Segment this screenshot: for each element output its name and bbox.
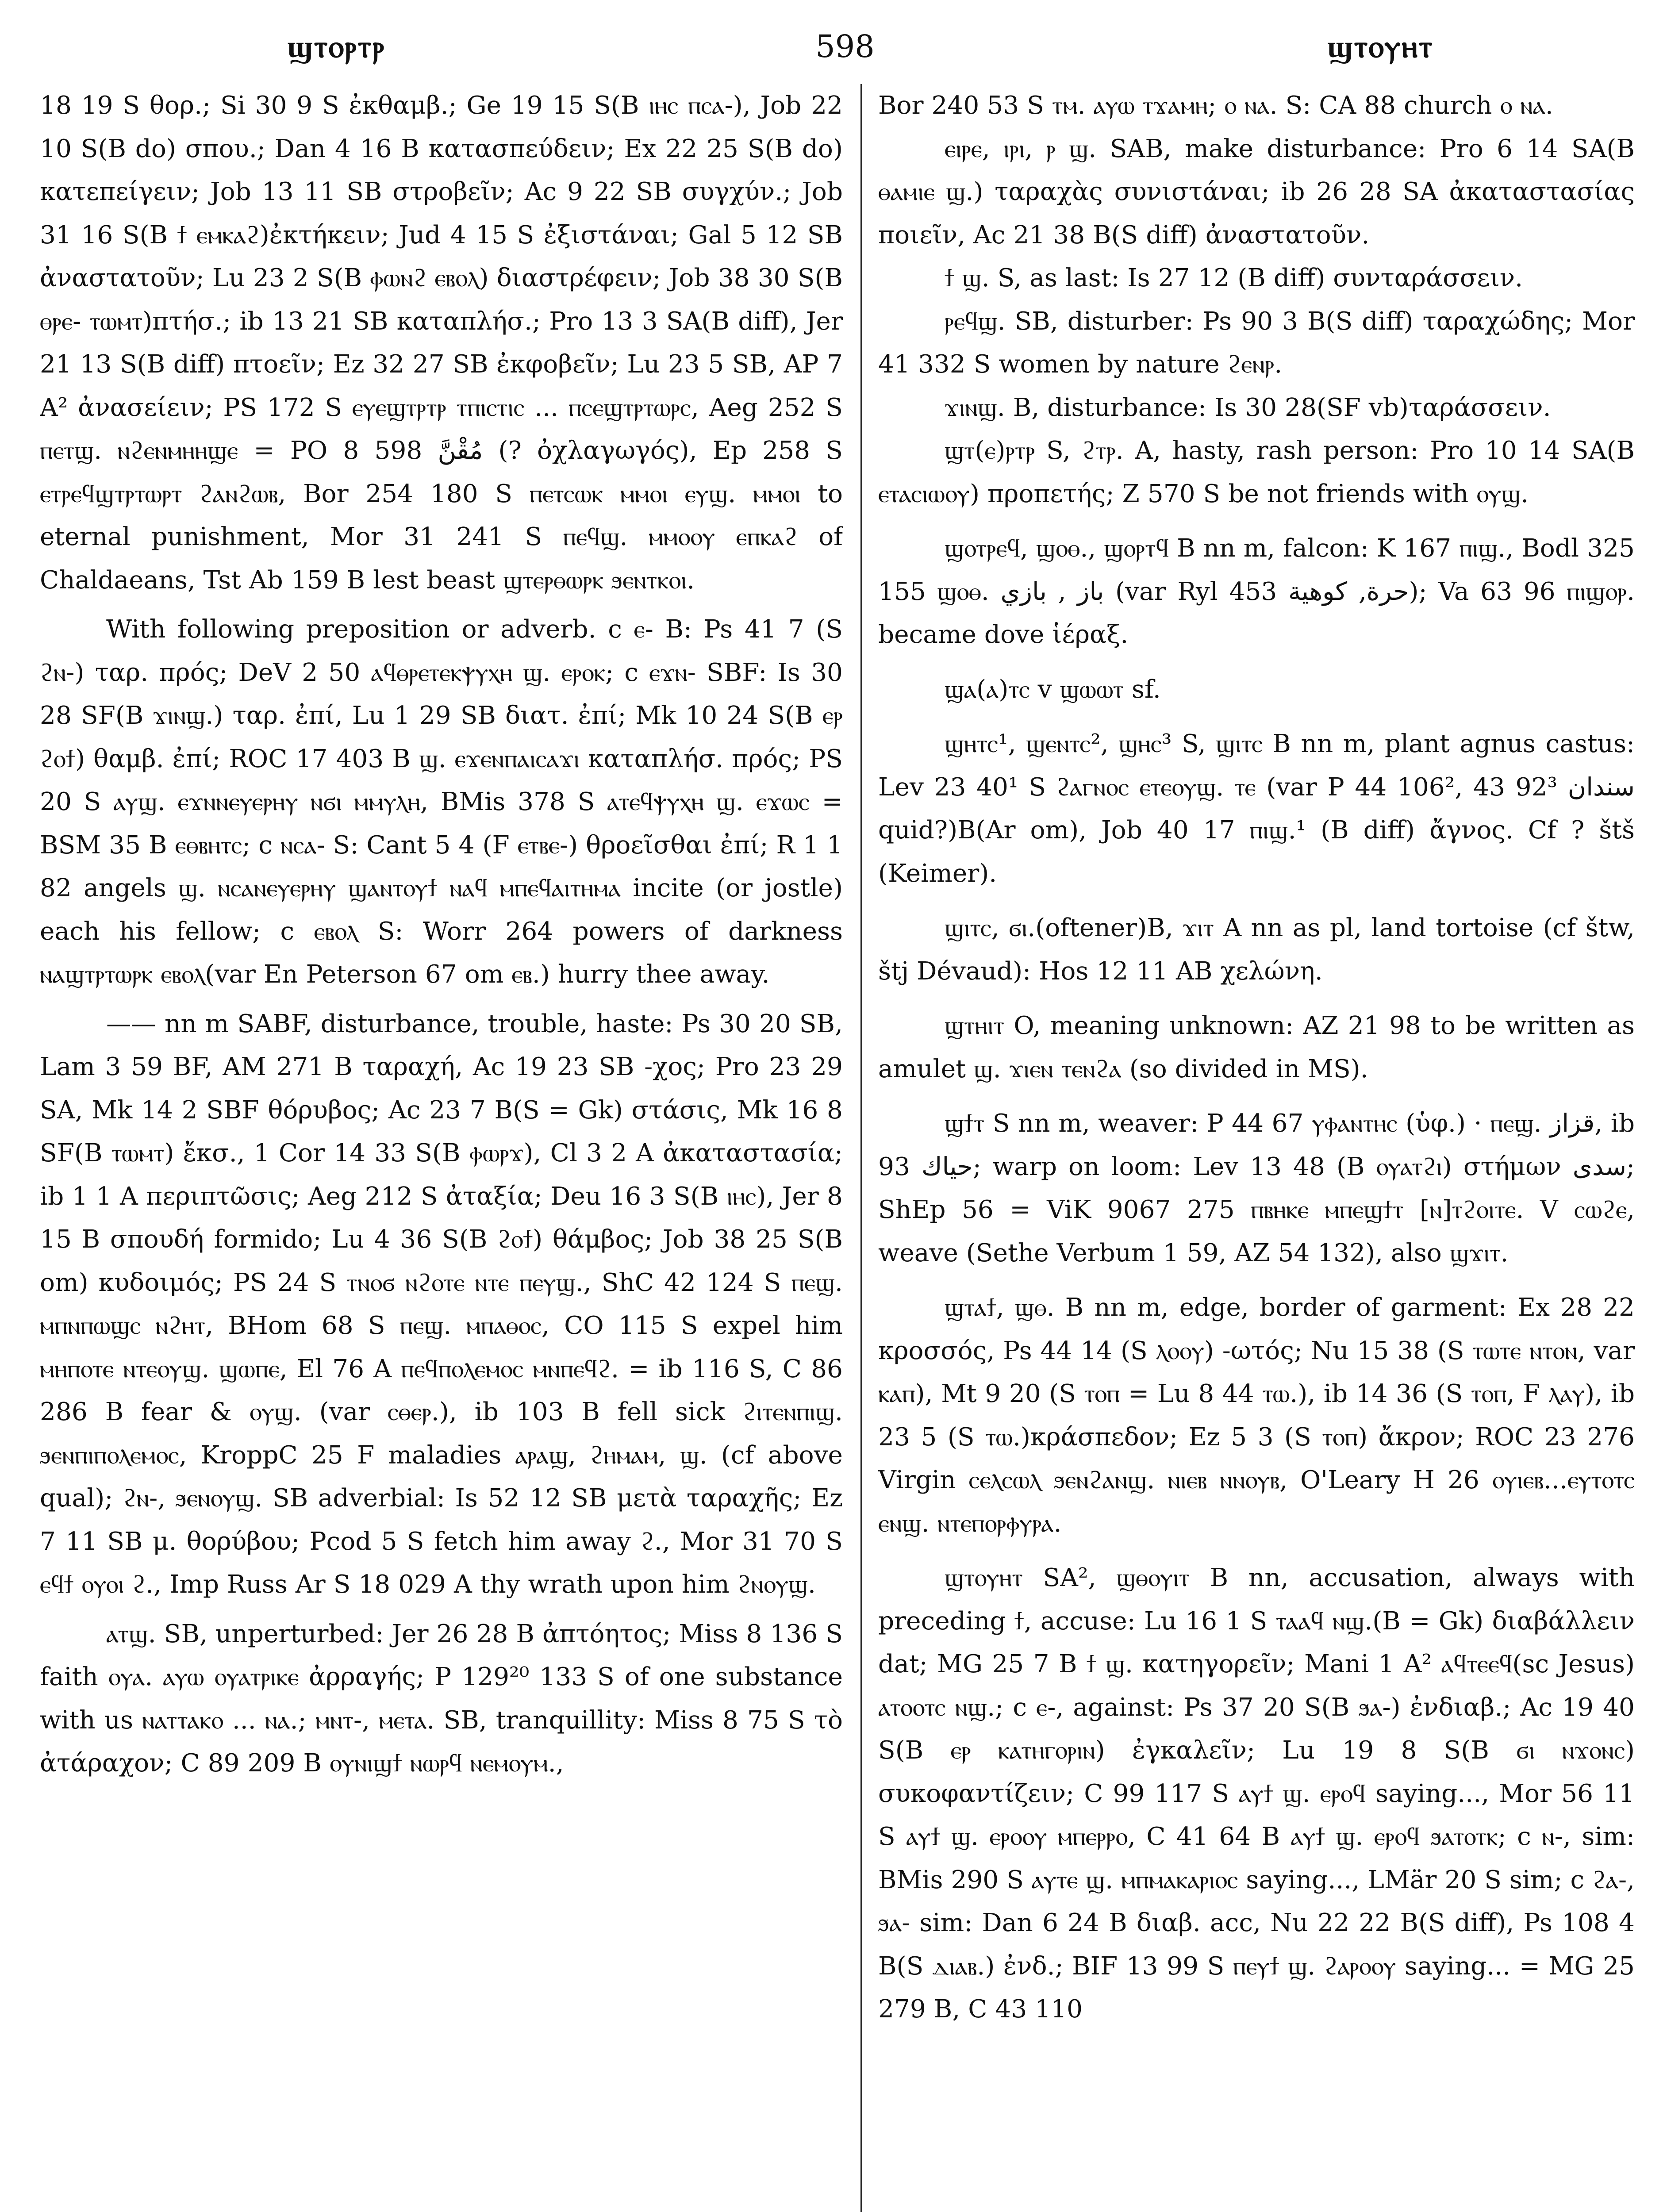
entry-paragraph: ⲁⲧϣ. SB, unperturbed: Jer 26 28 B ἀπτόητος; Miss 8 136 S faith ⲟⲩⲁ. ⲁⲩⲱ ⲟⲩⲁⲧⲣⲓⲕⲉ ἀρραγής; P 129²⁰ 133 S of one substance with us ⲛⲁⲧⲧⲁⲕⲟ ... ⲛⲁ.; ⲙⲛⲧ-, ⲙⲉⲧⲁ. SB, tranquillity: Miss 8 75 S τὸ ἀτάραχον; C 89 209 B ⲟⲩⲛⲓϣϯ ⲛⲱⲣϥ ⲛⲉⲙⲟⲩⲙ., — [40, 1619, 843, 1778]
entry-paragraph: ⲉⲓⲣⲉ, ⲓⲣⲓ, ⲣ ϣ. SAB, make disturbance: Pro 6 14 SA(B ⲑⲁⲙⲓⲉ ϣ.) ταραχὰς συνιστάναι; ib 26 28 SA ἀκαταστασίας ποιεῖν, Ac 21 38 B(S diff) ἀναστατοῦν. — [878, 134, 1635, 250]
entry-paragraph: ϫⲓⲛϣ. B, disturbance: Is 30 28(SF vb)ταράσσειν. — [945, 393, 1551, 422]
entry-headword-paragraph: ϣⲁ(ⲁ)ⲧⲥ v ϣⲱⲱⲧ sf. — [945, 675, 1161, 704]
column-divider — [860, 84, 862, 2212]
entry-headword-paragraph: ϣⲧⲁϯ, ϣⲑ. B nn m, edge, border of garment: Ex 28 22 κροσσός, Ps 44 14 (S ⲗⲟⲟⲩ) -ωτός; Nu 15 38 (S ⲧⲱⲧⲉ ⲛⲧⲟⲛ, var ⲕⲁⲡ), Mt 9 20 (S ⲧⲟⲡ = Lu 8 44 ⲧⲱ.), ib 14 36 (S ⲧⲟⲡ, F ⲗⲁⲩ), ib 23 5 (S ⲧⲱ.)κράσπεδον; Ez 5 3 (S ⲧⲟⲡ) ἄκρον; ROC 23 276 Virgin ⲥⲉⲗⲥⲱⲗ ϧⲉⲛϩⲁⲛϣ. ⲛⲓⲉⲃ ⲛⲛⲟⲩⲃ, O'Leary H 26 ⲟⲩⲓⲉⲃ...ⲉⲩⲧⲟⲧⲥ ⲉⲛϣ. ⲛⲧⲉⲡⲟⲣⲫⲩⲣⲁ. — [878, 1293, 1635, 1538]
entry-paragraph: 18 19 S θορ.; Si 30 9 S ἐκθαμβ.; Ge 19 15 S(B ⲓⲏⲥ ⲡⲥⲁ-), Job 22 10 S(B do) σπου.; Dan 4 16 B κατασπεύδειν; Ex 22 25 S(B do) κατεπείγειν; Job 13 11 SB στροβεῖν; Ac 9 22 SB συγχύν.; Job 31 16 S(B ϯ ⲉⲙⲕⲁϩ)ἐκτήκειν; Jud 4 15 S ἐξιστάναι; Gal 5 12 SB ἀναστατοῦν; Lu 23 2 S(B ⲫⲱⲛϩ ⲉⲃⲟⲗ) διαστρέφειν; Job 38 30 S(B ⲑⲣⲉ- ⲧⲱⲙⲧ)πτήσ.; ib 13 21 SB καταπλήσ.; Pro 13 3 SA(B diff), Jer 21 13 S(B diff) πτοεῖν; Ez 32 27 SB ἐκφοβεῖν; Lu 23 5 SB, AP 7 A² ἀνασείειν; PS 172 S ⲉⲩⲉϣⲧⲣⲧⲣ ⲧⲡⲓⲥⲧⲓⲥ ... ⲡⲥⲉϣⲧⲣⲧⲱⲣⲥ, Aeg 252 S ⲡⲉⲧϣ. ⲛϩⲉⲛⲙⲏⲏϣⲉ = PO 8 598 مُقْنَّ (? ὀχλαγωγός), Ep 258 S ⲉⲧⲣⲉϥϣⲧⲣⲧⲱⲣⲧ ϩⲁⲛϩⲱⲃ, Bor 254 180 S ⲡⲉⲧⲥⲱⲕ ⲙⲙⲟⲓ ⲉⲩϣ. ⲙⲙⲟⲓ to eternal punishment, Mor 31 241 S ⲡⲉϥϣ. ⲙⲙⲟⲟⲩ ⲉⲡⲕⲁϩ of Chaldaeans, Tst Ab 159 B lest beast ϣⲧⲉⲣⲑⲱⲣⲕ ϧⲉⲛⲧⲕⲟⲓ. — [40, 91, 843, 595]
entry-paragraph: Bor 240 53 S ⲧⲙ. ⲁⲩⲱ ⲧϫⲁⲙⲏ; ⲟ ⲛⲁ. S: CA 88 church ⲟ ⲛⲁ. — [878, 91, 1553, 120]
left-column — [40, 84, 843, 2212]
entry-headword-paragraph: ϣⲏⲧⲥ¹, ϣⲉⲛⲧⲥ², ϣⲏⲥ³ S, ϣⲓⲧⲥ B nn m, plant agnus castus: Lev 23 40¹ S ϩⲁⲅⲛⲟⲥ ⲉⲧⲉⲟⲩϣ. ⲧⲉ (var P 44 106², 43 92³ سندان quid?)B(Ar om), Job 40 17 ⲡⲓϣ.¹ (B diff) ἄγνος. Cf ? štš (Keimer). — [878, 730, 1635, 888]
entry-headword-paragraph: ϣⲓⲧⲥ, ϭⲓ.(oftener)B, ϫⲓⲧ A nn as pl, land tortoise (cf štw, štj Dévaud): Hos 12 11 AB χελώνη. — [878, 914, 1635, 986]
entry-paragraph: —— nn m SABF, disturbance, trouble, haste: Ps 30 20 SB, Lam 3 59 BF, AM 271 B ταραχή, Ac 19 23 SB -χος; Pro 23 29 SA, Mk 14 2 SBF θόρυβος; Ac 23 7 B(S = Gk) στάσις, Mk 16 8 SF(B ⲧⲱⲙⲧ) ἔκσ., 1 Cor 14 33 S(B ⲫⲱⲣϫ), Cl 3 2 A ἀκαταστασία; ib 1 1 A περιπτῶσις; Aeg 212 S ἀταξία; Deu 16 3 S(B ⲓⲏⲥ), Jer 8 15 B σπουδή formido; Lu 4 36 S(B ϩⲟϯ) θάμβος; Job 38 25 S(B om) κυδοιμός; PS 24 S ⲧⲛⲟϭ ⲛϩⲟⲧⲉ ⲛⲧⲉ ⲡⲉⲩϣ., ShC 42 124 S ⲡⲉϣ. ⲙⲡⲛⲡⲱϣⲥ ⲛϩⲏⲧ, BHom 68 S ⲡⲉϣ. ⲙⲡⲁⲑⲟⲥ, CO 115 S expel him ⲙⲏⲡⲟⲧⲉ ⲛⲧⲉⲟⲩϣ. ϣⲱⲡⲉ, El 76 A ⲡⲉϥⲡⲟⲗⲉⲙⲟⲥ ⲙⲛⲡⲉϥϩ. = ib 116 S, C 86 286 B fear & ⲟⲩϣ. (var ⲥⲑⲉⲣ.), ib 103 B fell sick ϩⲓⲧⲉⲛⲡⲓϣ. ϧⲉⲛⲡⲓⲡⲟⲗⲉⲙⲟⲥ, KroppC 25 F maladies ⲁⲣⲁϣ, ϩⲏⲙⲁⲙ, ϣ. (cf above qual); ϩⲛ-, ϧⲉⲛⲟⲩϣ. SB adverbial: Is 52 12 SB μετὰ ταραχῆς; Ez 7 11 SB μ. θορύβου; Pcod 5 S fetch him away ϩ., Mor 31 70 S ⲉϥϯ ⲟⲩⲟⲓ ϩ., Imp Russ Ar S 18 029 A thy wrath upon him ϩⲛⲟⲩϣ. — [40, 1009, 843, 1599]
page-number: 598 — [815, 28, 875, 65]
running-head-right: ϣⲧⲟⲩⲏⲧ — [1327, 28, 1434, 65]
running-head-left: ϣⲧⲟⲣⲧⲣ — [287, 28, 386, 65]
entry-headword-paragraph: ϣⲟⲧⲣⲉϥ, ϣⲟⲑ., ϣⲟⲣⲧϥ B nn m, falcon: K 167 ⲡⲓϣ., Bodl 325 155 ϣⲟⲑ. باز , بازي (var Ryl 453 حرة, كوهية); Va 63 96 ⲡⲓϣⲟⲣ. became dove ἱέραξ. — [878, 534, 1635, 649]
entry-paragraph: With following preposition or adverb. c ⲉ- B: Ps 41 7 (S ϩⲛ-) ταρ. πρός; DeV 2 50 ⲁϥⲑⲣⲉⲧⲉⲕⲯⲩⲭⲏ ϣ. ⲉⲣⲟⲕ; c ⲉϫⲛ- SBF: Is 30 28 SF(B ϫⲓⲛϣ.) ταρ. ἐπί, Lu 1 29 SB διατ. ἐπί; Mk 10 24 S(B ⲉⲣ ϩⲟϯ) θαμβ. ἐπί; ROC 17 403 B ϣ. ⲉϫⲉⲛⲡⲁⲓⲥⲁϫⲓ καταπλήσ. πρός; PS 20 S ⲁⲩϣ. ⲉϫⲛⲛⲉⲩⲉⲣⲏⲩ ⲛϭⲓ ⲙⲙⲩⲗⲏ, BMis 378 S ⲁⲧⲉϥⲯⲩⲭⲏ ϣ. ⲉϫⲱⲥ = BSM 35 B ⲉⲑⲃⲏⲧⲥ; c ⲛⲥⲁ- S: Cant 5 4 (F ⲉⲧⲃⲉ-) θροεῖσθαι ἐπί; R 1 1 82 angels ϣ. ⲛⲥⲁⲛⲉⲩⲉⲣⲏⲩ ϣⲁⲛⲧⲟⲩϯ ⲛⲁϥ ⲙⲡⲉϥⲁⲓⲧⲏⲙⲁ incite (or jostle) each his fellow; c ⲉⲃⲟⲗ S: Worr 264 powers of darkness ⲛⲁϣⲧⲣⲧⲱⲣⲕ ⲉⲃⲟⲗ(var En Peterson 67 om ⲉⲃ.) hurry thee away. — [40, 615, 843, 989]
entry-paragraph: ϯ ϣ. S, as last: Is 27 12 (B diff) συνταράσσειν. — [945, 264, 1523, 292]
entry-headword-paragraph: ϣⲧⲟⲩⲏⲧ SA², ϣⲑⲟⲩⲓⲧ B nn, accusation, always with preceding ϯ, accuse: Lu 16 1 S ⲧⲁⲁϥ ⲛϣ.(B = Gk) διαβάλλειν dat; MG 25 7 B ϯ ϣ. κατηγορεῖν; Mani 1 A² ⲁϥⲧⲉⲉϥ(sc Jesus) ⲁⲧⲟⲟⲧⲥ ⲛϣ.; c ⲉ-, against: Ps 37 20 S(B ϧⲁ-) ἐνδιαβ.; Ac 19 40 S(B ⲉⲣ ⲕⲁⲧⲏⲅⲟⲣⲓⲛ) ἐγκαλεῖν; Lu 19 8 S(B ϭⲓ ⲛϫⲟⲛⲥ) συκοφαντίζειν; C 99 117 S ⲁⲩϯ ϣ. ⲉⲣⲟϥ saying..., Mor 56 11 S ⲁⲩϯ ϣ. ⲉⲣⲟⲟⲩ ⲙⲡⲉⲣⲣⲟ, C 41 64 B ⲁⲩϯ ϣ. ⲉⲣⲟϥ ϧⲁⲧⲟⲧⲕ; c ⲛ-, sim: BMis 290 S ⲁⲩⲧⲉ ϣ. ⲙⲡⲙⲁⲕⲁⲣⲓⲟⲥ saying..., LMär 20 S sim; c ϩⲁ-, ϧⲁ- sim: Dan 6 24 B διαβ. acc, Nu 22 22 B(S diff), Ps 108 4 B(S ⲇⲓⲁⲃ.) ἐνδ.; BIF 13 99 S ⲡⲉⲩϯ ϣ. ϩⲁⲣⲟⲟⲩ saying... = MG 25 279 B, C 43 110 — [878, 1563, 1635, 2024]
entry-paragraph: ⲣⲉϥϣ. SB, disturber: Ps 90 3 B(S diff) ταραχώδης; Mor 41 332 S women by nature ϩⲉⲛⲣ. — [878, 307, 1635, 379]
entry-headword-paragraph: ϣϯⲧ S nn m, weaver: P 44 67 ⲩⲫⲁⲛⲧⲏⲥ (ὑφ.) · ⲡⲉϣ. قزاز, ib 93 حياك; warp on loom: Lev 13 48 (B ⲟⲩⲁⲧϩⲓ) στήμων سدى; ShEp 56 = ViK 9067 275 ⲡⲃⲏⲕⲉ ⲙⲡⲉϣϯⲧ [ⲛ]ⲧϩⲟⲓⲧⲉ. V ⲥⲱϩⲉ, weave (Sethe Verbum 1 59, AZ 54 132), also ϣϫⲓⲧ. — [878, 1109, 1635, 1267]
entry-paragraph: ϣⲧ(ⲉ)ⲣⲧⲣ S, ϩⲧⲣ. A, hasty, rash person: Pro 10 14 SA(B ⲉⲧⲁⲥⲓⲱⲟⲩ) προπετής; Z 570 S be not friends with ⲟⲩϣ. — [878, 436, 1635, 508]
entry-headword-paragraph: ϣⲧⲏⲓⲧ O, meaning unknown: AZ 21 98 to be written as amulet ϣ. ϫⲓⲉⲛ ⲧⲉⲛϩⲁ (so divided in MS). — [878, 1011, 1635, 1083]
right-column — [878, 84, 1635, 2212]
